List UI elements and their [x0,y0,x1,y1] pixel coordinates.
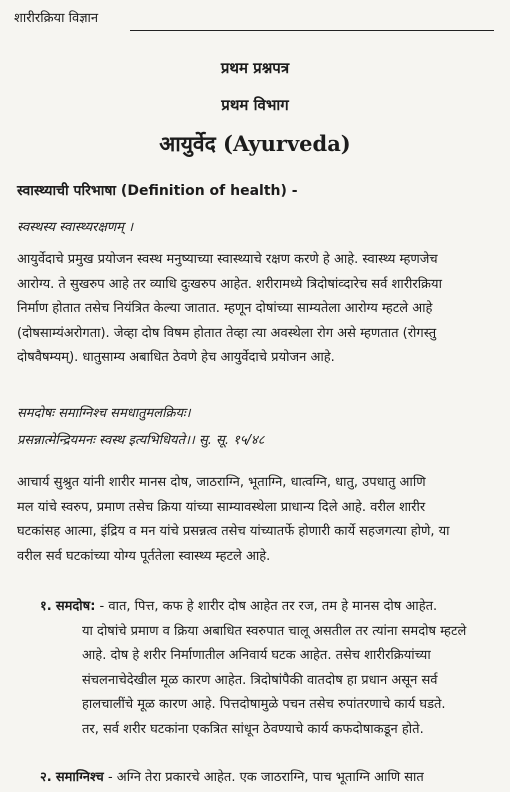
verse-3: प्रसन्नात्मेन्द्रियमनः स्वस्थ इत्यभिधियते।। सु. सू. १५/४८ [17,433,265,448]
section-title: प्रथम विभाग [221,96,289,114]
list-item-line: आहे. दोष हे शरीर निर्माणातील अनिवार्य घटक आहेत. तसेच शारीरक्रियांच्या [82,648,431,663]
list-item-samadosha [40,595,495,742]
list-item-line: या दोषांचे प्रमाण व क्रिया अबाधित स्वरुपात चालू असतील तर त्यांना समदोष म्हटले [82,623,467,639]
list-item-term: समदोष: [55,599,96,614]
list-item-line: संचलनाचेदेखील मूळ कारण आहेत. त्रिदोषांपैकी वातदोष हा प्रधान असून सर्व [82,672,438,688]
list-item-line: तर, सर्व शरीर घटकांना एकत्रित सांधून ठेवण्याचे कार्य कफदोषाकडून होते. [82,721,424,737]
paragraph-line: निर्माण होतात तसेच नियंत्रित केल्या जातात. म्हणून दोषांच्या साम्यतेला आरोग्य म्हटले आहे [17,301,433,316]
running-head: शारीरक्रिया विज्ञान [14,11,99,26]
paragraph-2 [17,471,495,569]
list-item-text: - वात, पित्त, कफ हे शारीर दोष आहेत तर रज, तम हे मानस दोष आहेत. [99,599,438,614]
paragraph-line: घटकांसह आत्मा, इंद्रिय व मन यांचे प्रसन्नत्व तसेच यांच्यातर्फे होणारी कार्ये सहजगत्या होणे, या [17,524,450,539]
list-item-number: १. [40,599,52,614]
section-heading: स्वास्थ्याची परिभाषा (Definition of health) - [17,183,298,199]
list-item-first-line [40,766,495,791]
list-item-samagni [40,766,495,791]
list-item-number: २. [40,770,52,785]
paragraph-line: (दोषसाम्यंअरोगता). जेव्हा दोष विषम होतात तेव्हा त्या अवस्थेला रोग असे म्हणतात (रोगस्तु [17,325,437,341]
paragraph-line: वरील सर्व घटकांच्या योग्य पूर्ततेला स्वास्थ्य म्हटले आहे. [17,548,271,564]
paragraph-line: आरोग्य. ते सुखरुप आहे तर व्याधि दुःखरुप आहेत. शरीरामध्ये त्रिदोषांव्दारेच सर्व शारीरक्रिया [17,276,442,292]
list-item-line: हालचालींचे मूळ कारण आहे. पित्तदोषामुळे पचन तसेच रुपांतरणाचे कार्य घडते. [82,697,446,712]
list-item-text: - अग्नि तेरा प्रकारचे आहेत. एक जाठराग्नि, पाच भूताग्नि आणि सात [107,770,424,785]
list-item-term: समाग्निश्च [55,770,104,785]
paragraph-line: दोषवैषम्यम्). धातुसाम्य अबाधित ठेवणे हेच आयुर्वेदाचे प्रयोजन आहे. [17,350,335,365]
list-item-first-line [40,595,495,620]
chapter-title: आयुर्वेद (Ayurveda) [159,131,351,156]
paragraph-line: आचार्य सुश्रुत यांनी शारीर मानस दोष, जाठराग्नि, भूताग्नि, धात्वग्नि, धातु, उपधातु आणि [17,475,426,490]
verse-1: स्वस्थस्य स्वास्थ्यरक्षणम् । [17,220,133,235]
running-head-rule [130,30,494,31]
verse-2: समदोषः समाग्निश्च समधातुमलक्रियः। [17,406,191,421]
paragraph-line: मल यांचे स्वरुप, प्रमाण तसेच क्रिया यांच्या साम्यावस्थेला प्राधान्य दिले आहे. वरील शारीर [17,499,426,515]
paragraph-line: आयुर्वेदाचे प्रमुख प्रयोजन स्वस्थ मनुष्याच्या स्वास्थ्याचे रक्षण करणे हे आहे. स्वास्थ्य म्हणजेच [17,252,438,267]
paper-title: प्रथम प्रश्नपत्र [220,59,290,77]
paragraph-1 [17,248,495,371]
